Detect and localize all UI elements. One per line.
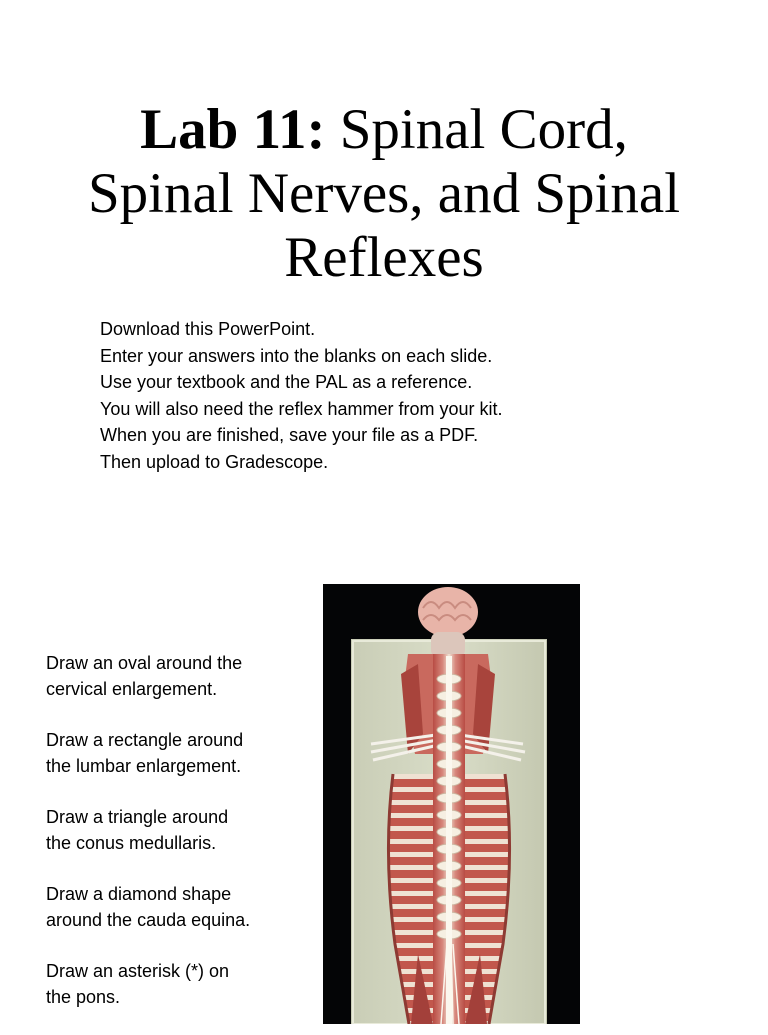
instruction-line: When you are finished, save your file as a PDF. — [100, 425, 479, 445]
task-line: Draw an oval around the — [46, 653, 243, 673]
instructions-list — [100, 316, 660, 475]
brain — [418, 587, 478, 637]
title-line-3: Reflexes — [284, 226, 484, 289]
task-line: around the cauda equina. — [46, 910, 251, 930]
instruction-line: Then upload to Gradescope. — [100, 451, 329, 472]
title-rest: Spinal Cord, — [339, 98, 628, 161]
spinal-cord-model-image — [323, 584, 580, 1024]
instruction-line: Use your textbook and the PAL as a reference. — [100, 372, 473, 392]
title-line-2: Spinal Nerves, and Spinal — [87, 162, 681, 225]
task-item — [46, 881, 311, 933]
task-list — [46, 650, 311, 1035]
spinal-cord-illustration — [323, 584, 580, 1024]
task-line: Draw an asterisk (*) on — [46, 961, 230, 981]
instruction-line: You will also need the reflex hammer from your kit. — [100, 398, 503, 419]
instruction-line: Download this PowerPoint. — [100, 319, 316, 339]
task-item — [46, 650, 311, 702]
task-line: cervical enlargement. — [46, 679, 218, 699]
task-line: Draw a rectangle around — [46, 730, 244, 750]
task-item — [46, 958, 311, 1010]
instruction-line: Enter your answers into the blanks on each slide. — [100, 345, 493, 366]
task-line: Draw a diamond shape — [46, 884, 232, 904]
task-line: the conus medullaris. — [46, 833, 217, 853]
title-bold: Lab 11: — [140, 98, 326, 161]
task-item — [46, 727, 311, 779]
slide-title — [40, 98, 728, 290]
task-line: Draw a triangle around — [46, 807, 229, 827]
task-line: the lumbar enlargement. — [46, 756, 242, 776]
task-item — [46, 804, 311, 856]
task-line: the pons. — [46, 987, 121, 1007]
